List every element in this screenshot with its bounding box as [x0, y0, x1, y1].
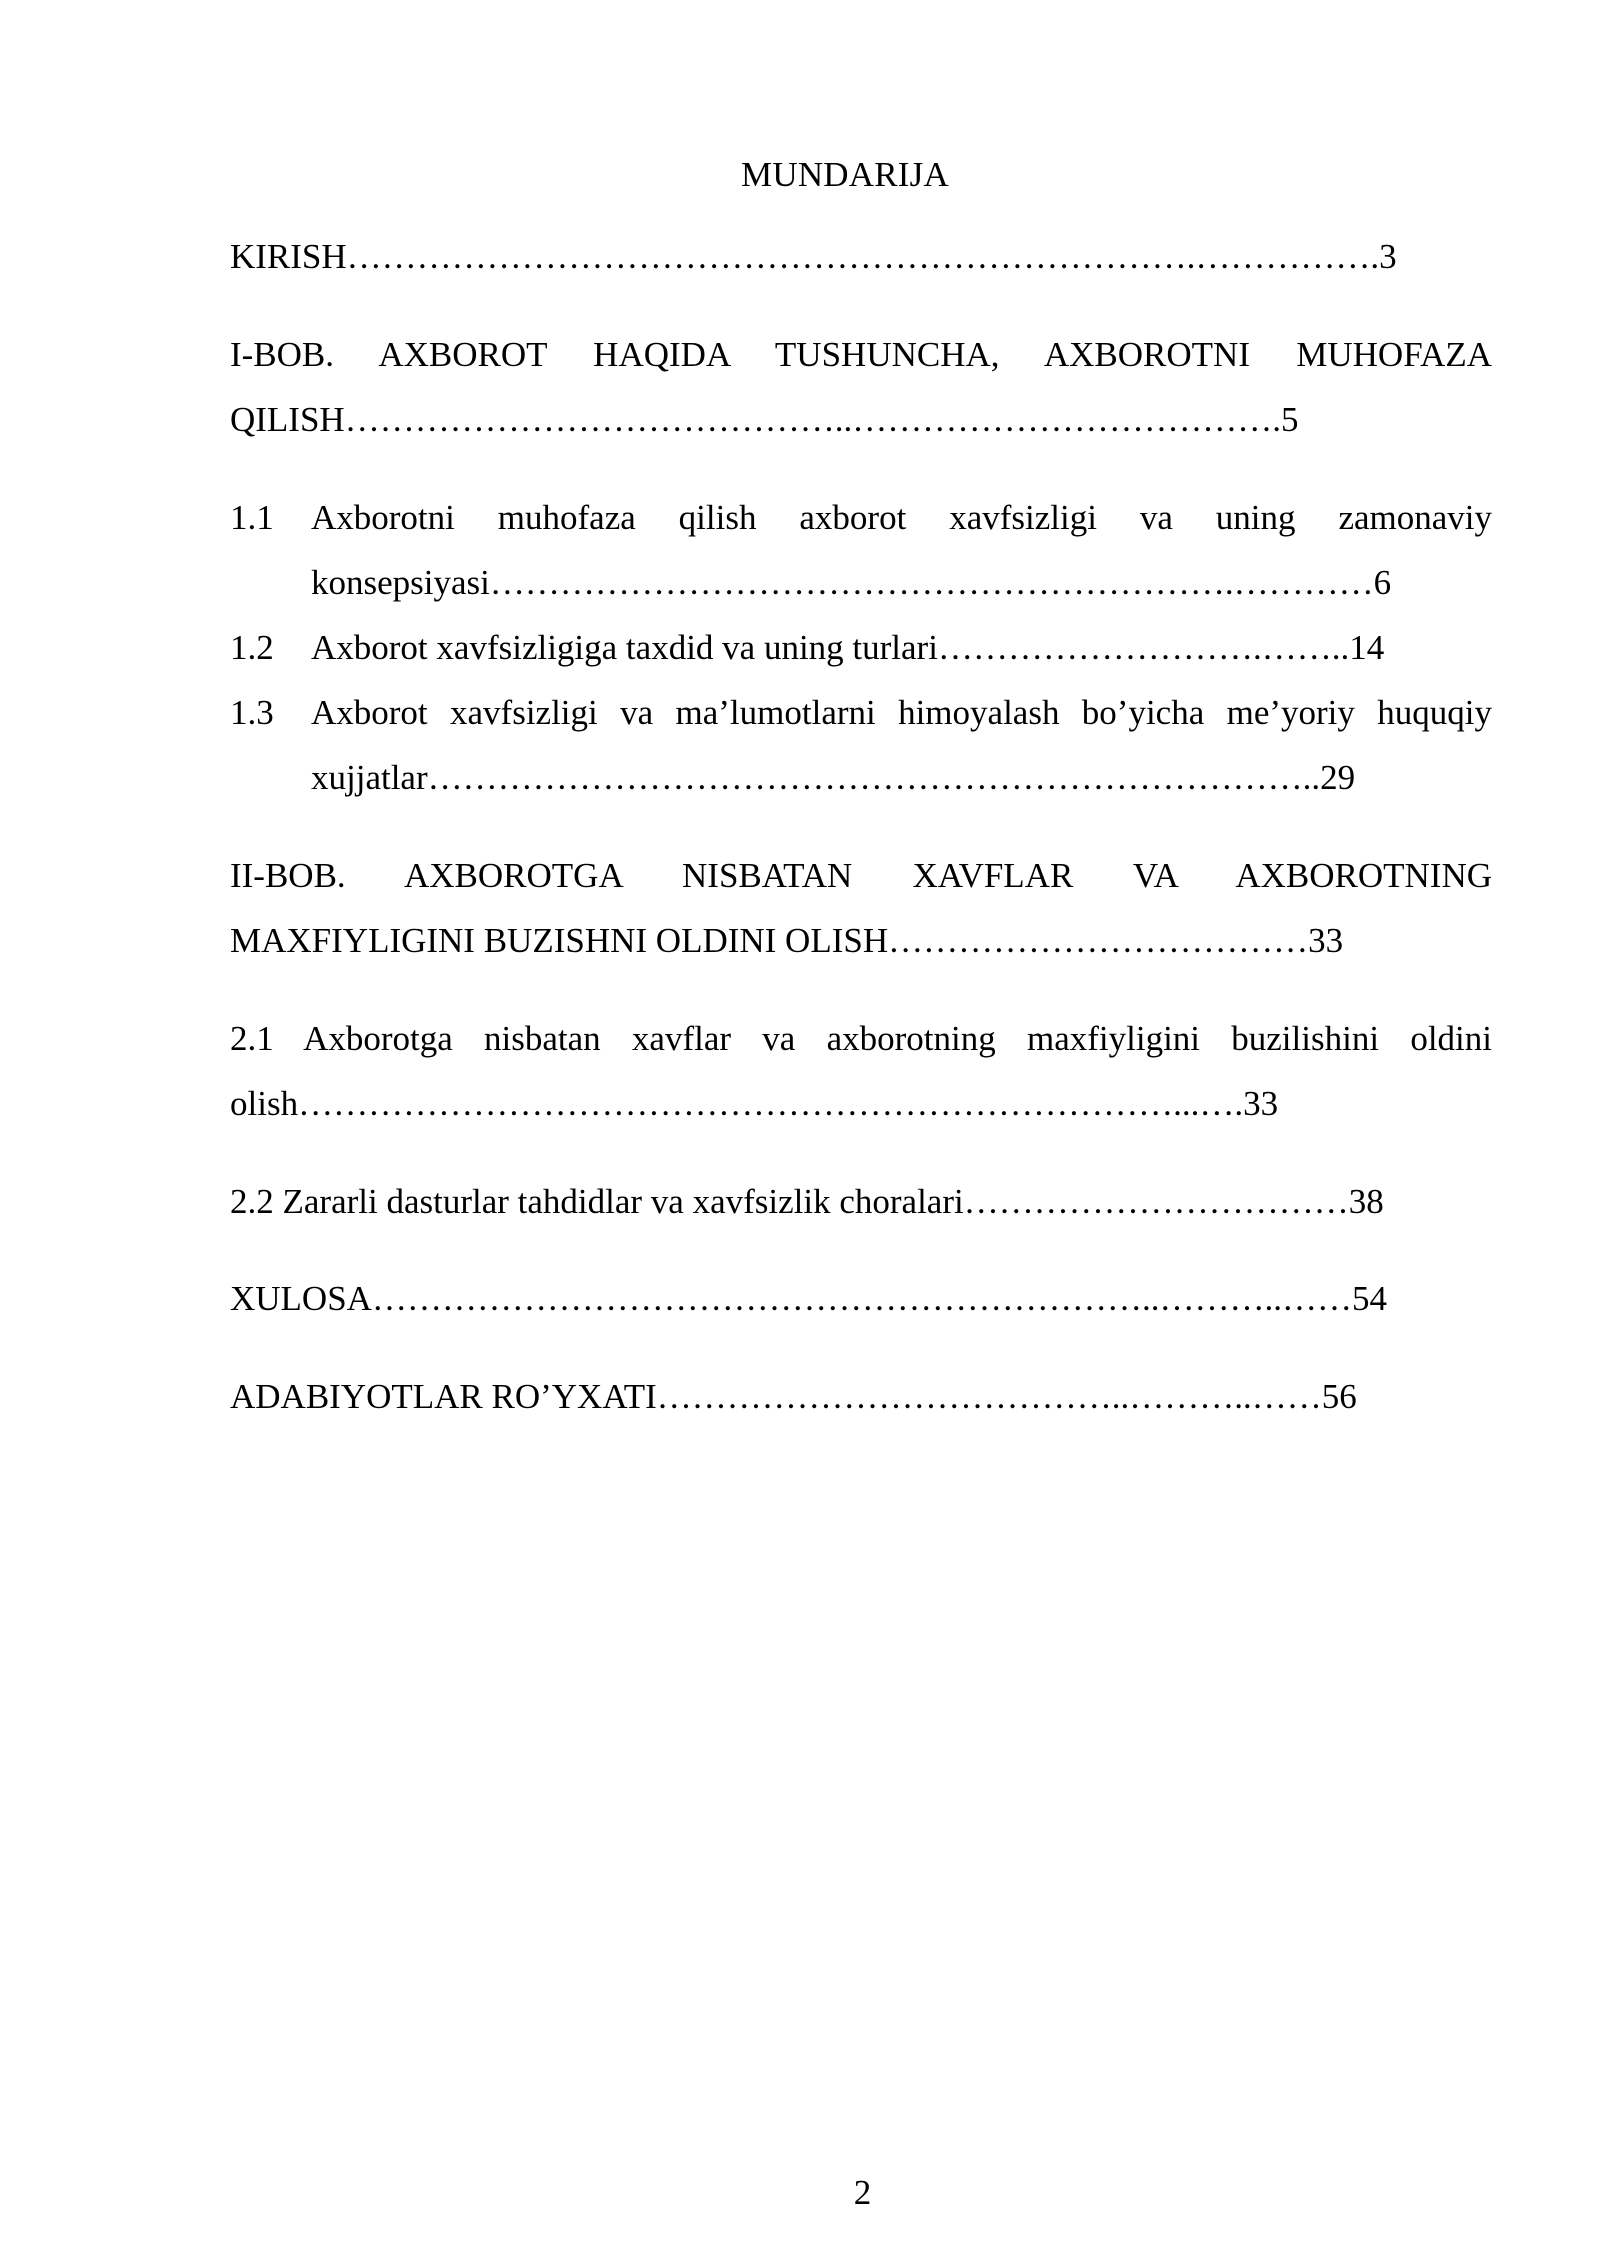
toc-section-number-1-3: 1.3 [230, 693, 274, 732]
page-number: 2 [853, 2173, 872, 2212]
toc-entry-bob1-line2: QILISH……………………………………..……………………………….5 [230, 400, 1299, 439]
toc-entry-bob1-line1: I-BOB. AXBOROT HAQIDA TUSHUNCHA, AXBOROTNI MUHOFAZA [230, 335, 1492, 374]
toc-entry-1-3-line1: Axborot xavfsizligi va ma’lumotlarni himoyalash bo’yicha me’yoriy huquqiy [311, 693, 1492, 732]
toc-entry-2-1-line2: olish…………………………………………………………………...….33 [230, 1084, 1279, 1123]
toc-entry-adabiyotlar: ADABIYOTLAR RO’YXATI…………………………………..………..……56 [230, 1377, 1357, 1416]
toc-entry-bob2-line1: II-BOB. AXBOROTGA NISBATAN XAVFLAR VA AXBOROTNING [230, 856, 1492, 895]
toc-entry-1-1-line1: Axborotni muhofaza qilish axborot xavfsizligi va uning zamonaviy [311, 498, 1492, 537]
toc-section-number-1-2: 1.2 [230, 628, 274, 667]
toc-entry-bob2-line2: MAXFIYLIGINI BUZISHNI OLDINI OLISH………………………………33 [230, 921, 1344, 960]
toc-entry-1-3-line2: xujjatlar…………………………………………………………………..29 [311, 758, 1356, 797]
toc-entry-2-1-line1: 2.1 Axborotga nisbatan xavflar va axborotning maxfiyligini buzilishini oldini [230, 1019, 1492, 1058]
toc-entry-kirish: KIRISH……………………………………………………………….…………….3 [230, 237, 1397, 276]
toc-entry-xulosa: XULOSA…………………………………………………………..………..……54 [230, 1279, 1387, 1318]
toc-section-number-1-1: 1.1 [230, 498, 274, 537]
toc-entry-1-1-line2: konsepsiyasi……………………………………………………….…………6 [311, 563, 1392, 602]
toc-entry-1-2: Axborot xavfsizligiga taxdid va uning turlari……………………….……..14 [311, 628, 1385, 667]
page-title: MUNDARIJA [741, 155, 949, 194]
toc-entry-2-2: 2.2 Zararli dasturlar tahdidlar va xavfsizlik choralari……………………………38 [230, 1182, 1384, 1221]
